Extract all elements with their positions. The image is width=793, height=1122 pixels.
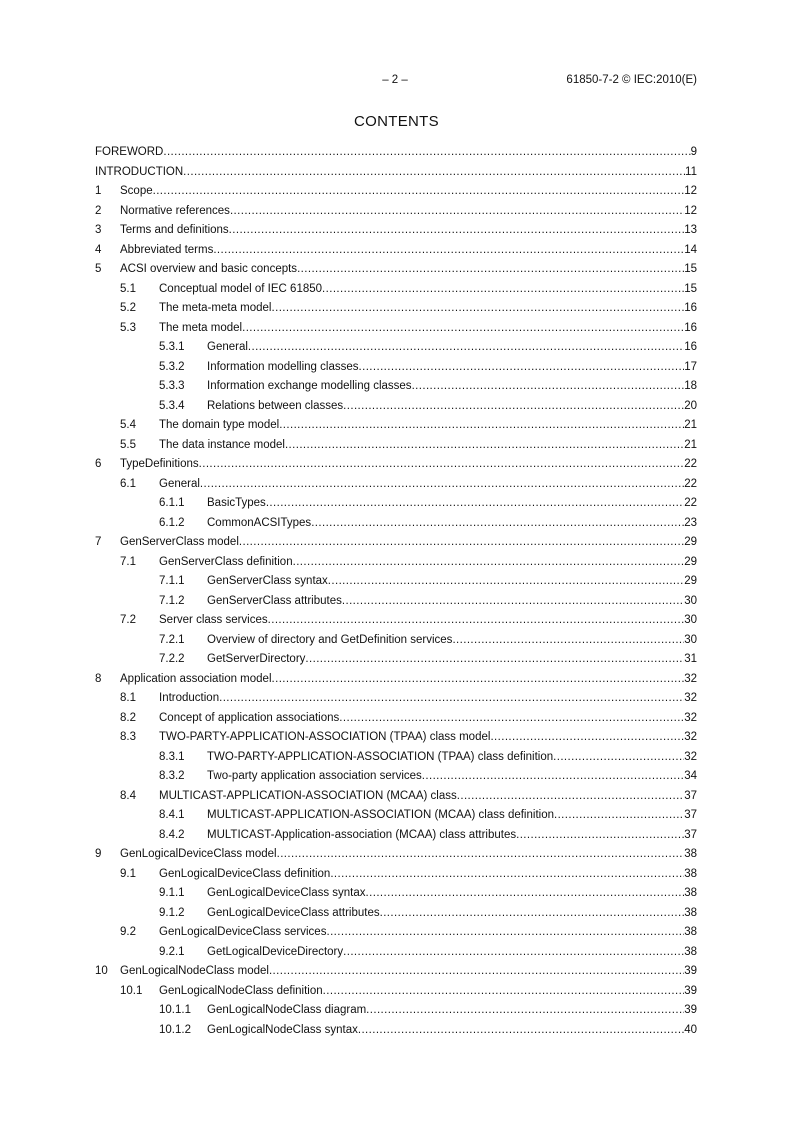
toc-entry-page: 39	[684, 1004, 697, 1016]
toc-entry-number: 7	[95, 536, 102, 548]
toc-entry-page: 16	[684, 341, 697, 353]
toc-entry-title: Application association model	[120, 672, 272, 685]
toc-entry[interactable]	[95, 787, 697, 807]
dot-leader	[358, 1021, 684, 1041]
dot-leader	[248, 338, 684, 358]
toc-entry[interactable]	[95, 553, 697, 573]
toc-entry-title: GenServerClass definition	[159, 555, 293, 568]
toc-entry-title: GenLogicalDeviceClass model	[120, 848, 277, 860]
toc-entry-number: 1	[95, 185, 102, 197]
toc-entry[interactable]	[95, 299, 697, 319]
toc-entry-page: 39	[684, 984, 697, 997]
toc-entry-title: Information modelling classes	[207, 360, 359, 373]
page-number: – 2 –	[382, 74, 408, 86]
toc-entry-number: 5.4	[120, 419, 136, 431]
toc-entry[interactable]	[95, 436, 697, 456]
toc-entry-number: 7.1.2	[159, 594, 185, 607]
toc-entry-number: 8.3.2	[159, 770, 185, 782]
dot-leader	[326, 923, 684, 943]
dot-leader	[343, 943, 684, 963]
toc-entry-title: The domain type model	[159, 419, 280, 431]
dot-leader	[200, 475, 684, 495]
dot-leader	[230, 202, 684, 222]
toc-entry-number: 8.3.1	[159, 750, 185, 763]
dot-leader	[163, 143, 690, 163]
toc-entry[interactable]	[95, 163, 697, 183]
toc-entry-number: 6.1.1	[159, 497, 185, 509]
toc-entry-title: General	[159, 477, 200, 490]
toc-entry-page: 32	[684, 711, 697, 724]
toc-entry[interactable]	[95, 689, 697, 709]
toc-entry-number: 2	[95, 204, 102, 217]
toc-entry-number: 5.3.3	[159, 380, 185, 392]
dot-leader	[339, 709, 684, 729]
dot-leader	[516, 826, 684, 846]
toc-entry[interactable]	[95, 709, 697, 729]
toc-entry-title: TypeDefinitions	[120, 458, 199, 470]
toc-entry-number: 6.1.2	[159, 516, 185, 529]
toc-entry[interactable]	[95, 143, 697, 163]
toc-entry-number: 8.1	[120, 692, 136, 704]
toc-entry-page: 34	[684, 770, 697, 782]
toc-entry-page: 29	[684, 536, 697, 548]
toc-entry-page: 30	[684, 614, 697, 626]
toc-entry[interactable]	[95, 670, 697, 690]
toc-entry-number: 10.1.2	[159, 1023, 191, 1036]
toc-entry-number: 8	[95, 672, 102, 685]
toc-entry-number: 9.1.2	[159, 906, 185, 919]
toc-entry[interactable]	[95, 962, 697, 982]
toc-entry-number: 9	[95, 848, 102, 860]
toc-entry[interactable]	[95, 1021, 697, 1041]
toc-entry-number: 8.2	[120, 711, 136, 724]
toc-entry-number: 5.3.4	[159, 399, 185, 412]
toc-entry-title: Scope	[120, 185, 153, 197]
toc-entry-page: 29	[684, 575, 697, 587]
toc-entry-number: 6	[95, 458, 102, 470]
toc-entry-page: 29	[684, 555, 697, 568]
toc-entry[interactable]	[95, 650, 697, 670]
toc-entry-page: 13	[684, 224, 697, 236]
dot-leader	[305, 650, 684, 670]
dot-leader	[412, 377, 685, 397]
toc-entry-page: 38	[684, 848, 697, 860]
toc-entry-number: 9.1.1	[159, 887, 185, 899]
toc-entry-title: TWO-PARTY-APPLICATION-ASSOCIATION (TPAA) class definition	[207, 750, 554, 763]
toc-entry[interactable]	[95, 260, 697, 280]
toc-entry-title: Concept of application associations	[159, 711, 340, 724]
toc-entry-number: 10.1.1	[159, 1004, 191, 1016]
toc-entry-title: GenLogicalDeviceClass services	[159, 926, 327, 938]
dot-leader	[293, 553, 685, 573]
dot-leader	[322, 280, 684, 300]
toc-entry-title: The meta model	[159, 321, 243, 334]
toc-entry-number: 9.1	[120, 867, 136, 880]
toc-entry[interactable]	[95, 202, 697, 222]
dot-leader	[343, 397, 684, 417]
toc-entry-page: 30	[684, 633, 697, 646]
toc-entry-number: 10.1	[120, 984, 143, 997]
table-of-contents	[95, 143, 697, 1040]
dot-leader	[285, 436, 684, 456]
toc-entry-page: 40	[684, 1023, 697, 1036]
dot-leader	[457, 787, 684, 807]
dot-leader	[422, 767, 684, 787]
toc-entry-title: GenLogicalDeviceClass attributes	[207, 906, 380, 919]
toc-entry-title: GenLogicalNodeClass diagram	[207, 1004, 367, 1016]
toc-entry-title: Conceptual model of IEC 61850	[159, 282, 323, 295]
toc-entry-page: 38	[684, 867, 697, 880]
dot-leader	[490, 728, 684, 748]
toc-entry-page: 32	[684, 672, 697, 685]
toc-entry-page: 31	[684, 653, 697, 665]
toc-entry[interactable]	[95, 592, 697, 612]
toc-entry-page: 37	[684, 828, 697, 841]
toc-entry-title: CommonACSITypes	[207, 516, 312, 529]
toc-entry-number: 9.2	[120, 926, 136, 938]
toc-entry-title: BasicTypes	[207, 497, 266, 509]
dot-leader	[272, 670, 685, 690]
toc-entry[interactable]	[95, 416, 697, 436]
toc-entry-page: 15	[684, 282, 697, 295]
toc-entry-number: 7.2	[120, 614, 136, 626]
toc-entry-page: 32	[684, 731, 697, 743]
toc-entry-title: The data instance model	[159, 438, 285, 451]
dot-leader	[323, 982, 685, 1002]
toc-entry[interactable]	[95, 748, 697, 768]
toc-entry-number: 4	[95, 243, 102, 256]
toc-entry[interactable]	[95, 572, 697, 592]
dot-leader	[183, 163, 685, 183]
toc-entry[interactable]	[95, 806, 697, 826]
toc-entry-page: 21	[684, 419, 697, 431]
dot-leader	[359, 358, 685, 378]
toc-entry-number: 9.2.1	[159, 945, 185, 958]
toc-entry-page: 22	[684, 477, 697, 490]
toc-entry-title: MULTICAST-APPLICATION-ASSOCIATION (MCAA) class definition	[207, 809, 554, 821]
toc-entry[interactable]	[95, 728, 697, 748]
toc-entry-page: 11	[685, 165, 697, 178]
toc-entry[interactable]	[95, 358, 697, 378]
dot-leader	[219, 689, 684, 709]
toc-entry-number: 10	[95, 965, 108, 977]
toc-entry-page: 20	[684, 399, 697, 412]
toc-entry-number: 5.2	[120, 302, 136, 314]
toc-entry-title: GetLogicalDeviceDirectory	[207, 945, 344, 958]
toc-entry[interactable]	[95, 514, 697, 534]
toc-entry-page: 37	[684, 789, 697, 802]
toc-entry[interactable]	[95, 884, 697, 904]
toc-entry-title: Normative references	[120, 204, 230, 217]
toc-entry-title: GenLogicalNodeClass model	[120, 965, 269, 977]
dot-leader	[279, 416, 684, 436]
toc-entry-number: 8.4.1	[159, 809, 185, 821]
dot-leader	[269, 962, 684, 982]
toc-entry-number: 8.4	[120, 789, 136, 802]
toc-entry-number: 5.5	[120, 438, 136, 451]
toc-entry-page: 38	[684, 945, 697, 958]
toc-entry-page: 22	[684, 497, 697, 509]
toc-entry-page: 18	[684, 380, 697, 392]
toc-entry-title: TWO-PARTY-APPLICATION-ASSOCIATION (TPAA) class model	[159, 731, 491, 743]
dot-leader	[328, 572, 684, 592]
toc-entry[interactable]	[95, 923, 697, 943]
toc-entry[interactable]	[95, 455, 697, 475]
toc-entry-page: 16	[684, 321, 697, 334]
toc-entry[interactable]	[95, 611, 697, 631]
toc-entry-number: 8.4.2	[159, 828, 185, 841]
dot-leader	[277, 845, 685, 865]
toc-entry-page: 21	[684, 438, 697, 451]
toc-entry-number: 5.1	[120, 282, 136, 295]
toc-entry-page: 12	[684, 204, 697, 217]
dot-leader	[330, 865, 684, 885]
toc-entry[interactable]	[95, 494, 697, 514]
toc-entry-page: 38	[684, 906, 697, 919]
toc-entry-page: 32	[684, 692, 697, 704]
toc-entry[interactable]	[95, 475, 697, 495]
toc-entry[interactable]	[95, 182, 697, 202]
toc-entry-title: Server class services	[159, 614, 268, 626]
dot-leader	[380, 904, 685, 924]
toc-entry-title: ACSI overview and basic concepts	[120, 263, 298, 275]
toc-entry[interactable]	[95, 377, 697, 397]
toc-entry-title: INTRODUCTION	[95, 165, 184, 178]
toc-entry[interactable]	[95, 982, 697, 1002]
toc-entry[interactable]	[95, 338, 697, 358]
toc-entry-number: 7.2.2	[159, 653, 185, 665]
toc-entry-number: 7.1.1	[159, 575, 185, 587]
toc-entry-page: 22	[684, 458, 697, 470]
toc-entry-page: 38	[684, 887, 697, 899]
toc-entry-page: 9	[690, 146, 697, 158]
toc-entry-title: Terms and definitions	[120, 224, 229, 236]
toc-entry-title: The meta-meta model	[159, 302, 272, 314]
toc-entry-title: Two-party application association services	[207, 770, 422, 782]
dot-leader	[272, 299, 685, 319]
toc-entry[interactable]	[95, 826, 697, 846]
toc-entry-page: 12	[684, 185, 697, 197]
toc-entry-title: GenServerClass model	[120, 536, 239, 548]
toc-entry[interactable]	[95, 397, 697, 417]
toc-entry-title: GenServerClass syntax	[207, 575, 328, 587]
toc-entry-page: 38	[684, 926, 697, 938]
dot-leader	[342, 592, 684, 612]
toc-entry-page: 30	[684, 594, 697, 607]
dot-leader	[239, 533, 684, 553]
toc-entry-number: 5.3	[120, 321, 136, 334]
document-id: 61850-7-2 © IEC:2010(E)	[566, 74, 697, 86]
toc-entry-number: 7.2.1	[159, 633, 185, 646]
toc-entry-title: GenLogicalNodeClass syntax	[207, 1023, 358, 1036]
toc-entry-page: 39	[684, 965, 697, 977]
toc-entry[interactable]	[95, 1001, 697, 1021]
dot-leader	[229, 221, 685, 241]
toc-entry[interactable]	[95, 319, 697, 339]
toc-entry-number: 5	[95, 263, 102, 275]
dot-leader	[452, 631, 684, 651]
toc-entry-page: 23	[684, 516, 697, 529]
toc-entry-page: 32	[684, 750, 697, 763]
toc-entry-number: 8.3	[120, 731, 136, 743]
toc-entry-page: 17	[684, 360, 697, 373]
toc-entry[interactable]	[95, 631, 697, 651]
toc-entry-title: Information exchange modelling classes	[207, 380, 412, 392]
toc-entry-title: GenServerClass attributes	[207, 594, 342, 607]
toc-entry-page: 16	[684, 302, 697, 314]
toc-entry[interactable]	[95, 845, 697, 865]
toc-entry-title: GenLogicalDeviceClass syntax	[207, 887, 366, 899]
toc-entry-title: MULTICAST-APPLICATION-ASSOCIATION (MCAA) class	[159, 789, 457, 802]
contents-title: CONTENTS	[354, 113, 439, 130]
toc-entry-title: Abbreviated terms	[120, 243, 214, 256]
dot-leader	[297, 260, 684, 280]
toc-entry-title: GetServerDirectory	[207, 653, 306, 665]
dot-leader	[366, 1001, 684, 1021]
toc-entry-page: 14	[684, 243, 697, 256]
toc-entry-page: 37	[684, 809, 697, 821]
dot-leader	[242, 319, 684, 339]
toc-entry-title: Introduction	[159, 692, 220, 704]
toc-entry[interactable]	[95, 943, 697, 963]
toc-entry-title: FOREWORD	[95, 146, 164, 158]
toc-entry-title: MULTICAST-Application-association (MCAA) class attributes	[207, 828, 517, 841]
toc-entry[interactable]	[95, 241, 697, 261]
dot-leader	[268, 611, 685, 631]
dot-leader	[554, 806, 684, 826]
toc-entry-title: GenLogicalDeviceClass definition	[159, 867, 331, 880]
toc-entry-number: 7.1	[120, 555, 136, 568]
toc-entry-title: GenLogicalNodeClass definition	[159, 984, 323, 997]
dot-leader	[153, 182, 685, 202]
toc-entry[interactable]	[95, 865, 697, 885]
dot-leader	[553, 748, 684, 768]
toc-entry-title: General	[207, 341, 248, 353]
dot-leader	[213, 241, 684, 261]
toc-entry[interactable]	[95, 533, 697, 553]
toc-entry-number: 3	[95, 224, 102, 236]
toc-entry-number: 6.1	[120, 477, 136, 490]
toc-entry-number: 5.3.2	[159, 360, 185, 373]
toc-entry-title: Overview of directory and GetDefinition services	[207, 633, 453, 646]
dot-leader	[199, 455, 685, 475]
dot-leader	[311, 514, 684, 534]
toc-entry[interactable]	[95, 767, 697, 787]
toc-entry-number: 5.3.1	[159, 341, 185, 353]
toc-entry[interactable]	[95, 221, 697, 241]
toc-entry-title: Relations between classes	[207, 399, 344, 412]
toc-entry-page: 15	[684, 263, 697, 275]
toc-entry[interactable]	[95, 280, 697, 300]
dot-leader	[266, 494, 684, 514]
toc-entry[interactable]	[95, 904, 697, 924]
dot-leader	[366, 884, 685, 904]
